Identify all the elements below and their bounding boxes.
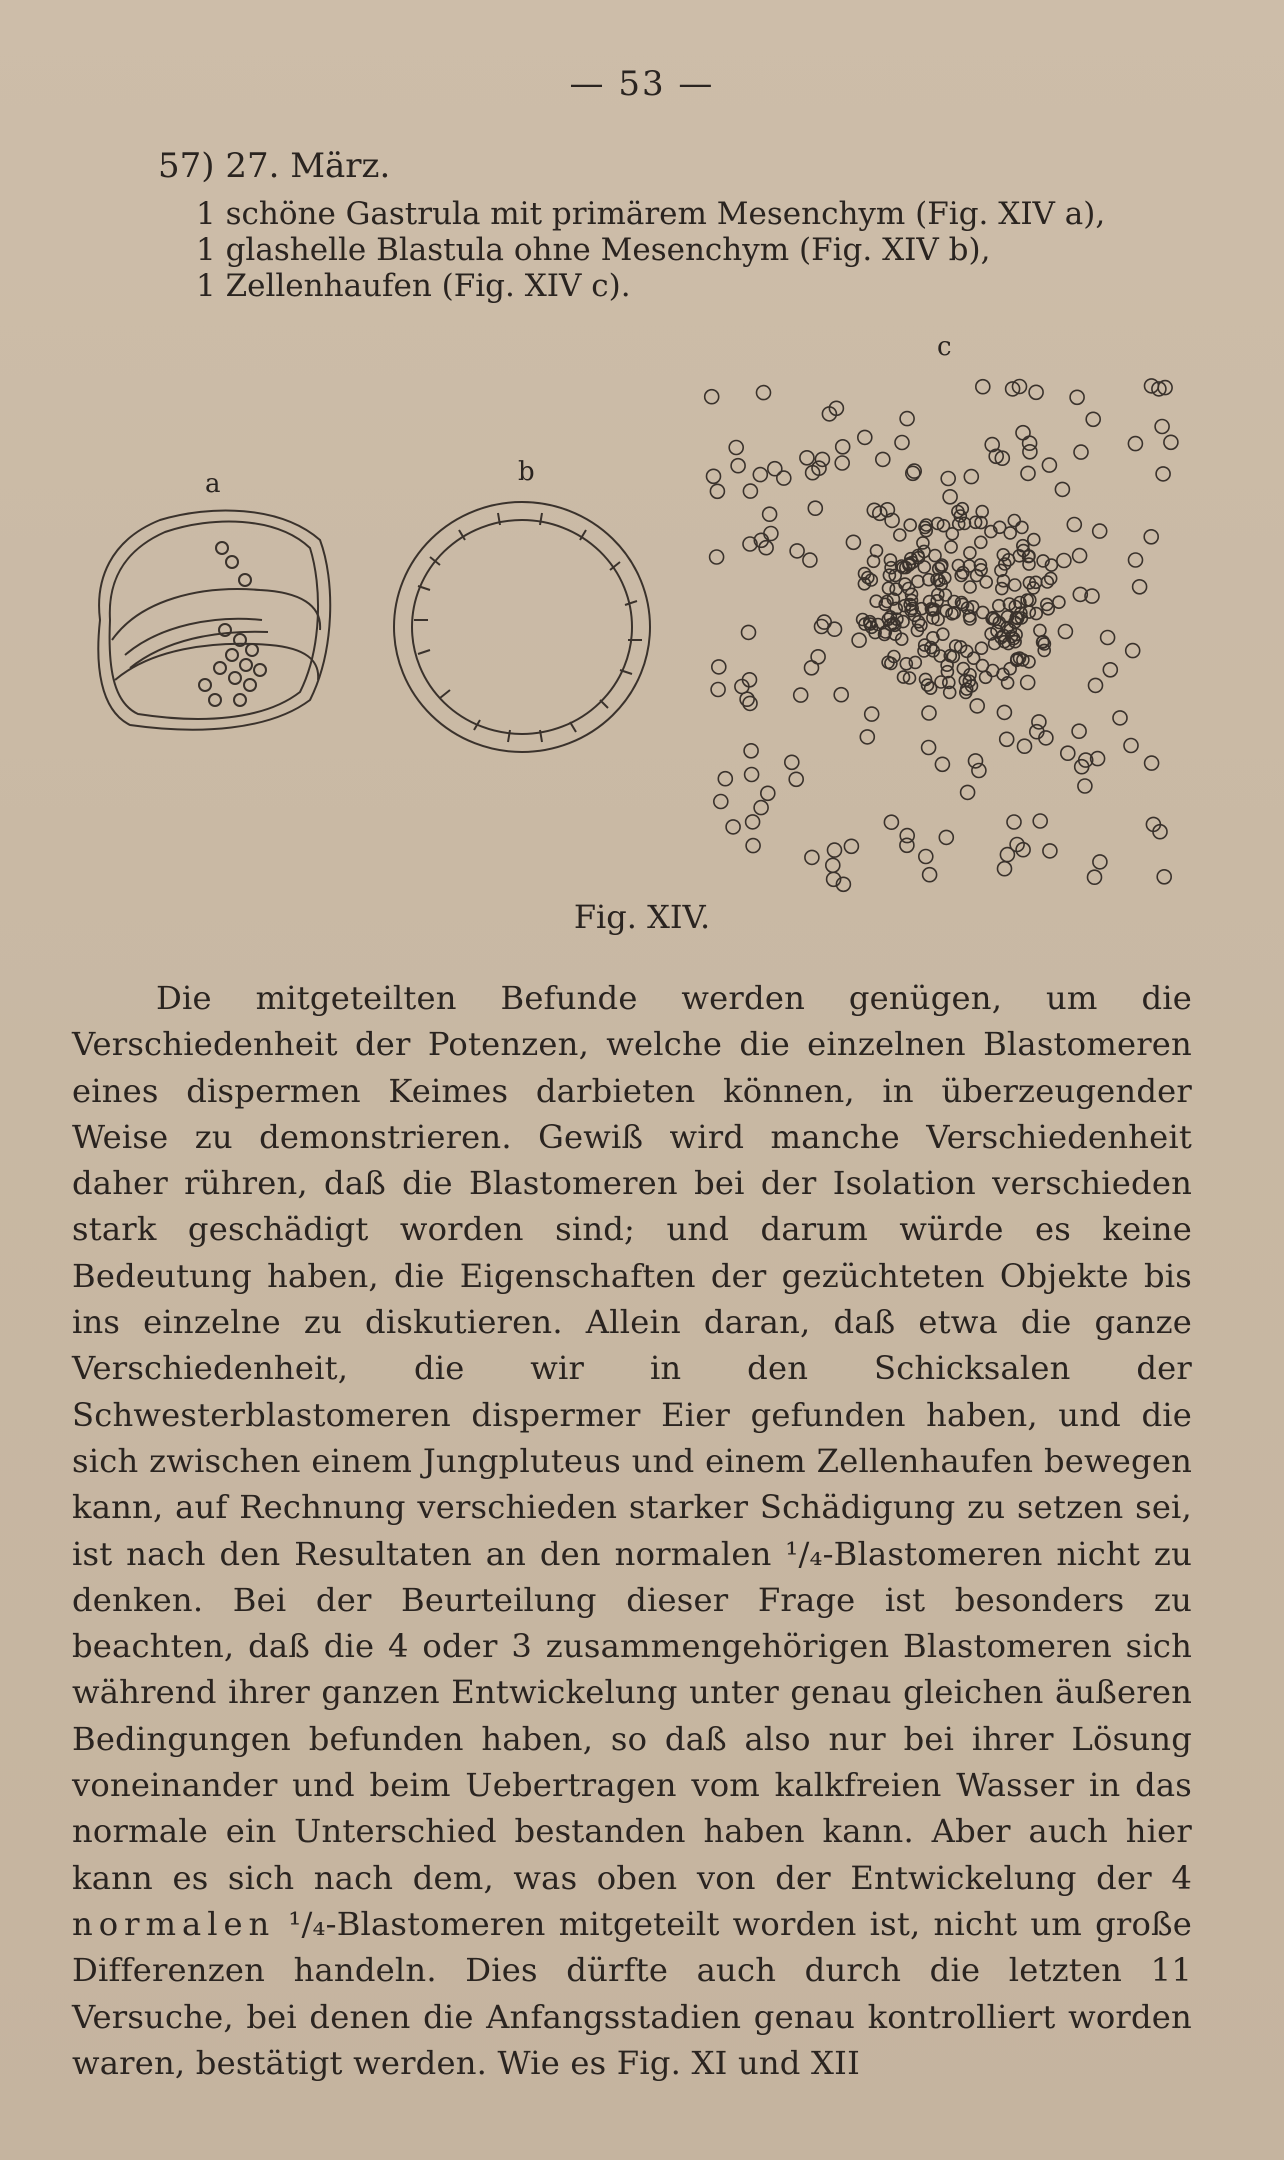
cell-circle	[970, 699, 984, 713]
cell-circle	[1057, 554, 1071, 568]
cell-circle	[705, 390, 719, 404]
cell-circle	[794, 688, 808, 702]
figure-caption: Fig. XIV.	[573, 898, 711, 936]
entry-line: 1 Zellenhaufen (Fig. XIV c).	[196, 268, 631, 304]
cell-circle	[868, 555, 880, 567]
cell-circle	[1089, 678, 1103, 692]
cell-circle	[800, 451, 814, 465]
cell-circle	[895, 436, 909, 450]
cell-circle	[935, 757, 949, 771]
cell-circle	[1157, 870, 1171, 884]
cell-circle	[808, 501, 822, 515]
gastrula-drawing	[98, 510, 330, 729]
cell-circle	[844, 839, 858, 853]
cell-circle	[714, 795, 728, 809]
cell-circle	[710, 550, 724, 564]
cell-circle	[912, 575, 924, 587]
cell-circle	[925, 682, 937, 694]
cell-circle	[1029, 385, 1043, 399]
cell-circle	[1021, 466, 1035, 480]
cell-circle	[1058, 625, 1072, 639]
cell-circle	[1018, 739, 1032, 753]
cell-circle	[961, 785, 975, 799]
cell-circle	[976, 506, 988, 518]
paragraph	[72, 975, 1192, 2086]
cell-circle	[904, 519, 916, 531]
cell-circle	[846, 535, 860, 549]
cell-circle	[1000, 732, 1014, 746]
paragraph-part-1: Die mitgeteilten Befunde werden genügen, um die Verschiedenheit der Potenzen, welche die einzelnen Blastomeren eines dispermen Keimes darbieten können, in überzeugender Weise zu demonstrieren. Gewiß wird manche Verschiedenheit daher rühren, daß die Blastomeren bei der Isolation verschieden stark geschädigt worden sind; und darum würde es keine Bedeutung haben, die Eigenschaften der gezüchteten Objekte bis ins einzelne zu diskutieren. Allein daran, daß etwa die ganze Verschiedenheit, die wir in den Schicksalen der Schwesterblastomeren dispermer Eier gefunden haben, und die sich zwischen einem Jungpluteus und einem Zellenhaufen bewegen kann, auf Rechnung verschieden starker Schädigung zu setzen sei, ist nach den Resultaten an den normalen ¹/₄-Blastomeren nicht zu denken. Bei der Beurteilung dieser Frage ist besonders zu beachten, daß die 4 oder 3 zusammengehörigen Blastomeren sich während ihrer ganzen Entwickelung unter genau gleichen äußeren Bedingungen befunden haben, so daß also nur bei ihrer Lösung voneinander und beim Uebertragen vom kalkfreien Wasser in das normale ein Unterschied bestanden haben kann. Aber auch hier kann es sich nach dem, was oben von der Entwickelung der 4	[72, 979, 1192, 1897]
cell-circle	[919, 850, 933, 864]
cell-circle	[777, 471, 791, 485]
cell-circle	[764, 527, 778, 541]
cell-circle	[746, 815, 760, 829]
cell-circle	[1009, 579, 1021, 591]
cell-circle	[836, 440, 850, 454]
cell-circle	[1043, 844, 1057, 858]
cell-circle	[805, 850, 819, 864]
cell-circle	[803, 553, 817, 567]
cell-circle	[1023, 606, 1035, 618]
cell-circle	[753, 468, 767, 482]
cell-circle	[922, 706, 936, 720]
cell-circle	[1041, 576, 1053, 588]
cell-circle	[1129, 553, 1143, 567]
cell-circle	[894, 529, 906, 541]
cell-circle	[743, 696, 757, 710]
cell-circle	[1093, 524, 1107, 538]
paragraph-part-2: ¹/₄-Blastomeren mitgeteilt worden ist, nicht um große Differenzen handeln. Dies dürfte auch durch die letzten 11 Versuche, bei denen die Anfangsstadien genau kontrolliert worden waren, bestätigt werden. Wie es Fig. XI und XII	[72, 1904, 1192, 2082]
figure-label-b: b	[518, 457, 535, 487]
cell-circle	[884, 815, 898, 829]
blastula-drawing	[394, 502, 650, 752]
cell-circle	[1042, 458, 1056, 472]
cell-circle	[1023, 436, 1037, 450]
cell-circle	[1074, 445, 1088, 459]
cell-circle	[900, 838, 914, 852]
cell-circle	[1113, 711, 1127, 725]
cell-circle	[1088, 870, 1102, 884]
cell-circle	[1028, 534, 1040, 546]
figure-label-c: c	[937, 332, 952, 362]
cell-circle	[1144, 530, 1158, 544]
cell-circle	[1021, 594, 1033, 606]
cell-circle	[945, 541, 957, 553]
cell-circle	[789, 772, 803, 786]
cell-circle	[976, 380, 990, 394]
body-text	[72, 975, 1192, 2086]
cell-circle	[969, 754, 983, 768]
spaced-word: normalen	[72, 1904, 276, 1943]
cell-circle	[707, 469, 721, 483]
cell-circle	[1133, 580, 1147, 594]
cell-circle	[1021, 676, 1035, 690]
cell-circle	[1101, 631, 1115, 645]
cell-circle	[1155, 420, 1169, 434]
cell-circle	[1004, 527, 1016, 539]
cell-circle	[731, 459, 745, 473]
cell-circle	[835, 456, 849, 470]
cell-circle	[964, 547, 976, 559]
cell-circle	[740, 692, 754, 706]
cell-circle	[943, 490, 957, 504]
cell-circle	[742, 625, 756, 639]
cell-circle	[1053, 596, 1065, 608]
cell-circle	[1007, 815, 1021, 829]
cell-circle	[815, 620, 829, 634]
cell-circle	[1164, 435, 1178, 449]
cell-circle	[1070, 390, 1084, 404]
cell-circle	[1145, 756, 1159, 770]
cell-circle	[1034, 624, 1046, 636]
cell-circle	[998, 862, 1012, 876]
cell-circle	[1078, 779, 1092, 793]
cell-circle	[1008, 515, 1020, 527]
cell-circle	[972, 764, 986, 778]
cell-circle	[946, 528, 958, 540]
cell-circle	[811, 650, 825, 664]
cell-circle	[763, 507, 777, 521]
cell-circle	[745, 768, 759, 782]
cell-circle	[964, 581, 976, 593]
cell-circle	[1072, 724, 1086, 738]
cell-circle	[729, 441, 743, 455]
cell-circle	[1016, 843, 1030, 857]
cell-circle	[785, 755, 799, 769]
cell-circle	[975, 536, 987, 548]
cell-circle	[1055, 482, 1069, 496]
cell-circle	[710, 484, 724, 498]
entry-heading: 57) 27. März.	[158, 146, 391, 186]
cell-circle	[790, 544, 804, 558]
cell-circle	[1126, 644, 1140, 658]
cell-circle	[918, 561, 930, 573]
cell-circle	[718, 772, 732, 786]
figure-xiv	[0, 0, 1284, 960]
cell-circle	[860, 730, 874, 744]
cell-circle	[768, 462, 782, 476]
figure-label-a: a	[205, 469, 221, 499]
cell-circle	[1016, 426, 1030, 440]
cell-circle	[858, 430, 872, 444]
cell-circle	[939, 830, 953, 844]
cell-circle	[900, 412, 914, 426]
cell-circle	[1067, 518, 1081, 532]
cell-circle	[828, 622, 842, 636]
cell-circle	[923, 868, 937, 882]
cell-circle	[743, 484, 757, 498]
cell-circle	[964, 470, 978, 484]
cell-circle	[980, 671, 992, 683]
cell-circle	[744, 744, 758, 758]
cell-circle	[996, 583, 1008, 595]
cell-circle	[909, 656, 921, 668]
cell-circle	[883, 582, 895, 594]
cell-circle	[761, 786, 775, 800]
cell-circle	[1073, 549, 1087, 563]
cell-circle	[815, 452, 829, 466]
cell-circle	[876, 452, 890, 466]
cell-circle	[976, 642, 988, 654]
cell-circle	[712, 660, 726, 674]
cell-circle	[941, 472, 955, 486]
cell-circle	[1103, 663, 1117, 677]
cell-circle	[1086, 412, 1100, 426]
cell-circle	[1128, 437, 1142, 451]
cell-circle	[1032, 715, 1046, 729]
cell-circle	[1000, 848, 1014, 862]
cell-circle	[1033, 814, 1047, 828]
cell-circle	[1156, 467, 1170, 481]
cell-circle	[754, 801, 768, 815]
cell-circle	[1093, 855, 1107, 869]
cell-circle	[711, 683, 725, 697]
entry-line: 1 schöne Gastrula mit primärem Mesenchym (Fig. XIV a),	[196, 196, 1106, 232]
entry-line: 1 glashelle Blastula ohne Mesenchym (Fig. XIV b),	[196, 232, 991, 268]
page-number: — 53 —	[569, 64, 715, 104]
cell-circle	[1045, 572, 1057, 584]
cell-heap-drawing	[705, 379, 1178, 891]
cell-circle	[828, 843, 842, 857]
cell-circle	[1124, 739, 1138, 753]
cell-circle	[1016, 521, 1028, 533]
cell-circle	[865, 707, 879, 721]
cell-circle	[757, 386, 771, 400]
cell-circle	[726, 820, 740, 834]
cell-circle	[826, 858, 840, 872]
cell-circle	[746, 839, 760, 853]
cell-circle	[852, 633, 866, 647]
cell-circle	[997, 705, 1011, 719]
cell-circle	[1061, 746, 1075, 760]
cell-circle	[834, 688, 848, 702]
cell-circle	[922, 741, 936, 755]
